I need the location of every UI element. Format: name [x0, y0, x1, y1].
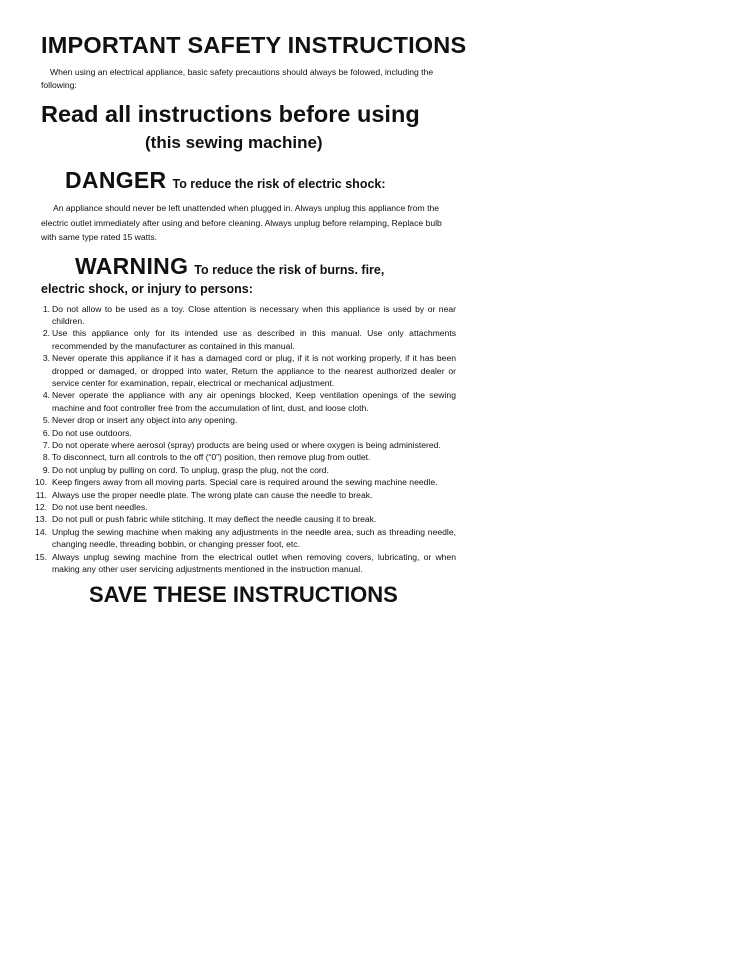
item-text: Always unplug sewing machine from the electrical outlet when removing covers, lubricating, or when making any other user servicing adjustments mentioned in the instruction manual. — [52, 551, 456, 575]
danger-text: An appliance should never be left unattended when plugged in. Always unplug this appliance from the electric outlet immediately after using and before cleaning. Always unplug before relamping, Replace bulb with same type rated 15 watts. — [41, 203, 442, 242]
list-item — [41, 439, 456, 451]
list-item — [41, 352, 456, 389]
list-item — [35, 489, 456, 501]
item-text: Keep fingers away from all moving parts. Special care is required around the sewing machine needle. — [52, 477, 438, 488]
item-number: 14. — [35, 526, 47, 537]
item-text: Never drop or insert any object into any opening. — [52, 415, 238, 426]
danger-hazard: To reduce the risk of electric shock: — [172, 177, 386, 191]
warning-word: WARNING — [75, 252, 189, 279]
list-item — [35, 526, 456, 551]
item-text: Do not use outdoors. — [52, 427, 132, 438]
danger-heading — [65, 165, 456, 199]
intro-text: When using an electrical appliance, basic safety precautions should always be folowed, including the following: — [41, 67, 434, 90]
list-item — [41, 451, 456, 463]
read-instructions-subtitle: (this sewing machine) — [145, 133, 323, 152]
item-text: Do not unplug by pulling on cord. To unplug, grasp the plug, not the cord. — [52, 464, 329, 475]
item-number: 5. — [42, 415, 50, 426]
list-item — [41, 389, 456, 414]
list-item — [35, 501, 456, 513]
item-number: 10. — [35, 477, 47, 488]
item-text: Do not pull or push fabric while stitching. It may deflect the needle causing it to break. — [52, 514, 377, 525]
list-item — [35, 476, 456, 488]
list-item — [41, 464, 456, 476]
item-text: Do not allow to be used as a toy. Close attention is necessary when this appliance is used by or near children. — [52, 303, 456, 326]
item-number: 13. — [35, 514, 47, 525]
item-text: To disconnect, turn all controls to the off (“0”) position, then remove plug from outlet. — [52, 452, 371, 463]
warning-hazard: To reduce the risk of burns. fire, — [194, 262, 385, 277]
item-number: 12. — [35, 502, 47, 512]
read-instructions-heading: Read all instructions before using — [41, 101, 420, 127]
item-text: Do not use bent needles. — [52, 502, 148, 512]
list-item — [41, 303, 456, 328]
item-number: 8. — [42, 452, 50, 463]
list-item — [41, 427, 456, 439]
item-number: 4. — [42, 390, 50, 401]
save-instructions-footer: SAVE THESE INSTRUCTIONS — [89, 582, 398, 608]
list-item — [41, 327, 456, 352]
item-number: 7. — [42, 439, 50, 450]
item-text: Unplug the sewing machine when making any adjustments in the needle area, such as threading needle, changing needle, threading bobbin, or changing presser foot, etc. — [52, 526, 456, 550]
page-title: IMPORTANT SAFETY INSTRUCTIONS — [41, 32, 467, 58]
list-item — [35, 551, 456, 576]
safety-items-list — [35, 303, 456, 576]
item-number: 11. — [35, 489, 47, 500]
warning-hazard-continued: electric shock, or injury to persons: — [41, 281, 253, 296]
item-text: Do not operate where aerosol (spray) products are being used or where oxygen is being administered. — [52, 439, 441, 450]
item-number: 6. — [42, 427, 50, 438]
list-item — [35, 513, 456, 525]
item-number: 9. — [42, 464, 50, 475]
item-text: Always use the proper needle plate. The wrong plate can cause the needle to break. — [52, 489, 373, 500]
list-item — [41, 414, 456, 426]
item-number: 2. — [42, 328, 50, 339]
item-number: 3. — [42, 353, 50, 364]
item-text: Never operate this appliance if it has a damaged cord or plug, if it is not working properly, if it has been dropped or damaged, or dropped into water, Return the appliance to the nearest authorized dealer or service center for examination, repair, electrical or mechanical adjustment. — [52, 353, 456, 388]
safety-instructions-page — [35, 30, 467, 609]
item-number: 1. — [42, 303, 50, 314]
item-text: Never operate the appliance with any air openings blocked, Keep ventilation openings of the sewing machine and foot controller free from the accumulation of lint, dust, and loose cloth. — [52, 390, 456, 413]
item-number: 15. — [35, 551, 47, 562]
item-text: Use this appliance only for its intended use as described in this manual. Use only attachments recommended by the manufacturer as contained in this manual. — [52, 328, 456, 351]
danger-word: DANGER — [65, 167, 167, 193]
